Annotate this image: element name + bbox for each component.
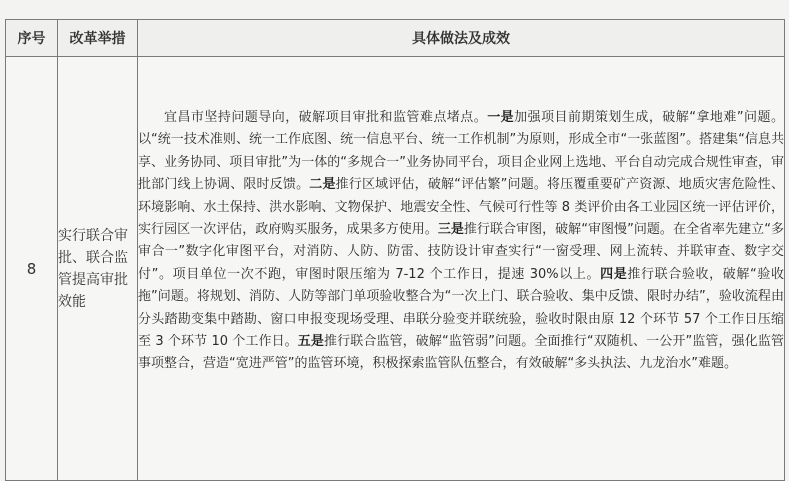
detail-text: 推行区域评估，破解“评估繁”问题。将压覆重要矿产资源、地质灾害危险性、环境影响、水土保持、洪水影响、文物保护、地震安全性、气候可行性等 8 类评价由各工业园区统一评估评价，实行园区一次评估，政府购买服务，成果多方使用。 — [138, 177, 784, 238]
reform-table — [5, 19, 785, 481]
row-detail — [138, 57, 785, 481]
detail-emphasis: 三是 — [437, 222, 464, 238]
table-row — [6, 57, 785, 481]
detail-emphasis: 一是 — [487, 110, 515, 125]
detail-emphasis: 四是 — [600, 266, 628, 282]
detail-text: 推行联合审图，破解“审图慢”问题。在全省率先建立“多审合一”数字化审图平台，对消防、人防、防雷、技防设计审查实行“一窗受理、网上流转、并联审查、数字交付”。项目单位一次不跑，审图时限压缩为 7-12 个工作日，提速 30%以上。 — [138, 222, 784, 282]
row-measure: 实行联合审批、联合监管提高审批效能 — [58, 57, 138, 481]
row-num: 8 — [6, 57, 58, 481]
header-measure: 改革举措 — [58, 20, 138, 57]
detail-emphasis: 五是 — [297, 334, 325, 350]
detail-text: 加强项目前期策划生成，破解“拿地难”问题。以“统一技术准则、统一工作底图、统一信息平台、统一工作机制”为原则，形成全市“一张蓝图”。搭建集“信息共享、业务协同、项目审批”为一体的“多规合一”业务协同平台，项目企业网上选地、平台自动完成合规性审查，审批部门线上协调、限时反馈。 — [138, 110, 784, 193]
detail-emphasis: 二是 — [309, 177, 336, 193]
table-header-row — [6, 20, 785, 57]
header-detail: 具体做法及成效 — [138, 20, 785, 57]
detail-paragraph — [138, 107, 784, 376]
detail-text: 推行联合监管，破解“监管弱”问题。全面推行“双随机、一公开”监管，强化监管事项整合，营造“宽进严管”的监管环境，积极探索监管队伍整合，有效破解“多头执法、九龙治水”难题。 — [138, 334, 784, 372]
header-num: 序号 — [6, 20, 58, 57]
detail-text: 宜昌市坚持问题导向，破解项目审批和监管难点堵点。 — [164, 110, 488, 125]
detail-text: 推行联合验收，破解“验收拖”问题。将规划、消防、人防等部门单项验收整合为“一次上门、联合验收、集中反馈、限时办结”，验收流程由分头踏勘变集中踏勘、窗口申报变现场受理、串联分验变并联统验，验收时限由原 12 个环节 57 个工作日压缩至 3 个环节 10 个工作日。 — [138, 266, 784, 350]
